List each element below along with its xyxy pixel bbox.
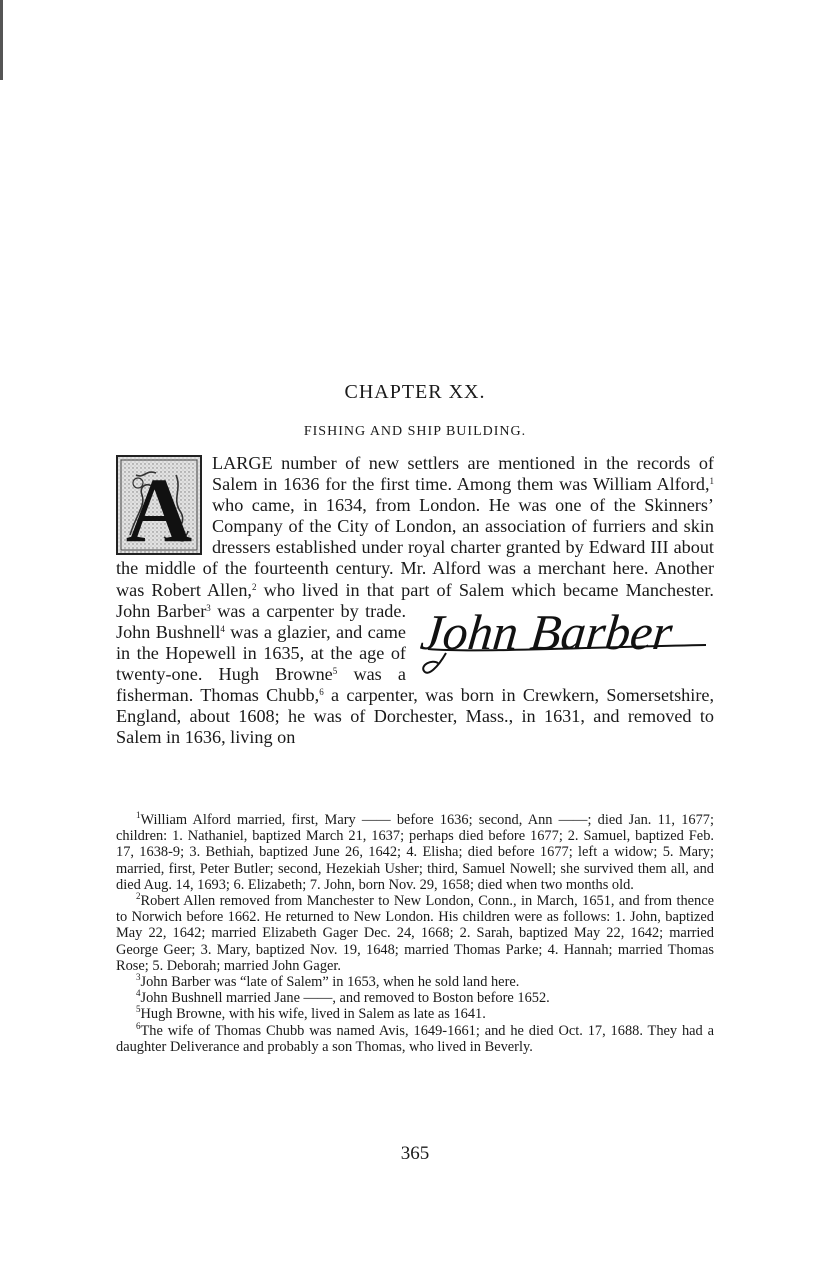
footnote xyxy=(116,812,714,893)
body-text-run: a carpenter, was born in Crewkern, Somersetshire, England, about 1608; he was of Dorchester, Mass., in 1631, and removed to Salem in 1636, living on xyxy=(116,685,714,748)
footnote-ref: 1 xyxy=(709,476,714,487)
footnote-marker: 5 xyxy=(136,1004,141,1015)
scan-edge-mark xyxy=(0,0,3,80)
footnote-ref: 5 xyxy=(332,665,338,676)
footnote xyxy=(116,1020,714,1055)
footnote-text: John Bushnell married Jane ——, and removed to Boston before 1652. xyxy=(140,990,550,1007)
footnote-marker: 2 xyxy=(136,891,141,902)
footnotes xyxy=(116,812,714,1055)
body-text xyxy=(116,453,714,748)
footnote-text: Robert Allen removed from Manchester to New London, Conn., in March, 1651, and from thence to Norwich before 1662. He returned to New London. His children were as follows: 1. John, baptized May 22, 1642; married Elizabeth Gager Dec. 24, 1668; 2. Sarah, baptized May 22, 1642; married George Geer; 3. Mary, baptized Nov. 19, 1648; married Thomas Parke; 4. Hannah; married Thomas Rose; 5. Deborah; married John Gager. xyxy=(116,893,714,974)
footnote-marker: 3 xyxy=(136,972,141,983)
footnote-ref: 2 xyxy=(251,581,257,592)
footnote xyxy=(116,893,714,974)
john-barber-signature xyxy=(416,603,714,685)
chapter-title: CHAPTER XX. xyxy=(344,381,486,403)
body-text-run: was a glazier, and came in the Hopewell in 1635, at the age of twenty-one. Hugh Browne xyxy=(116,621,407,684)
footnote-text: William Alford married, first, Mary —— before 1636; second, Ann ——; died Jan. 11, 1677; children: 1. Nathaniel, baptized March 21, 1637; perhaps died before 1677; 2. Samuel, baptized Feb. 17, 1638-9; 3. Bethiah, baptized June 26, 1642; 4. Elisha; died before 1677; left a widow; 5. Mary; married, first, Peter Butler; second, Hezekiah Usher; third, Samuel Nowell; she survived them all, and died Aug. 14, 1693; 6. Elizabeth; 7. John, born Nov. 29, 1658; died when two months old. xyxy=(116,812,714,893)
footnote-ref: 4 xyxy=(220,623,225,634)
footnote-ref: 6 xyxy=(319,687,324,698)
footnote-ref: 3 xyxy=(206,602,211,613)
footnote-marker: 6 xyxy=(136,1020,141,1031)
body-text-run: who lived in that part of Salem which became Manchester. John Barber xyxy=(116,579,714,621)
footnote xyxy=(116,1006,714,1022)
body-text-run: LARGE number of new settlers are mentioned in the records of Salem in 1636 for the first time. Among them was William Alford, xyxy=(212,453,714,495)
footnote xyxy=(116,974,714,990)
page-number: 365 xyxy=(400,1143,430,1164)
body-text-run: was a carpenter by trade. John Bushnell xyxy=(116,600,407,642)
footnote-marker: 1 xyxy=(136,810,141,820)
footnote-text: Hugh Browne, with his wife, lived in Salem as late as 1641. xyxy=(140,1006,486,1023)
footnote xyxy=(116,990,714,1006)
footnote-text: The wife of Thomas Chubb was named Avis, 1649-1661; and he died Oct. 17, 1688. They had a daughter Deliverance and probably a son Thomas, who lived in Beverly. xyxy=(116,1022,714,1055)
footnote-text: John Barber was “late of Salem” in 1653, when he sold land here. xyxy=(140,974,520,991)
body-paragraph xyxy=(116,453,714,748)
dropcap-letter: A xyxy=(125,459,193,555)
chapter-subtitle: FISHING AND SHIP BUILDING. xyxy=(303,424,527,439)
signature-text: John Barber xyxy=(418,603,676,660)
body-text-run: was a fisherman. Thomas Chubb, xyxy=(116,663,406,706)
footnote-marker: 4 xyxy=(136,988,141,999)
body-text-run: who came, in 1634, from London. He was one of the Skinners’ Company of the City of London, an association of furriers and skin dressers established under royal charter granted by Edward III about the middle of the fourteenth century. Mr. Alford was a merchant here. Another was Robert Allen, xyxy=(116,495,714,600)
dropcap-ornament xyxy=(116,455,202,555)
